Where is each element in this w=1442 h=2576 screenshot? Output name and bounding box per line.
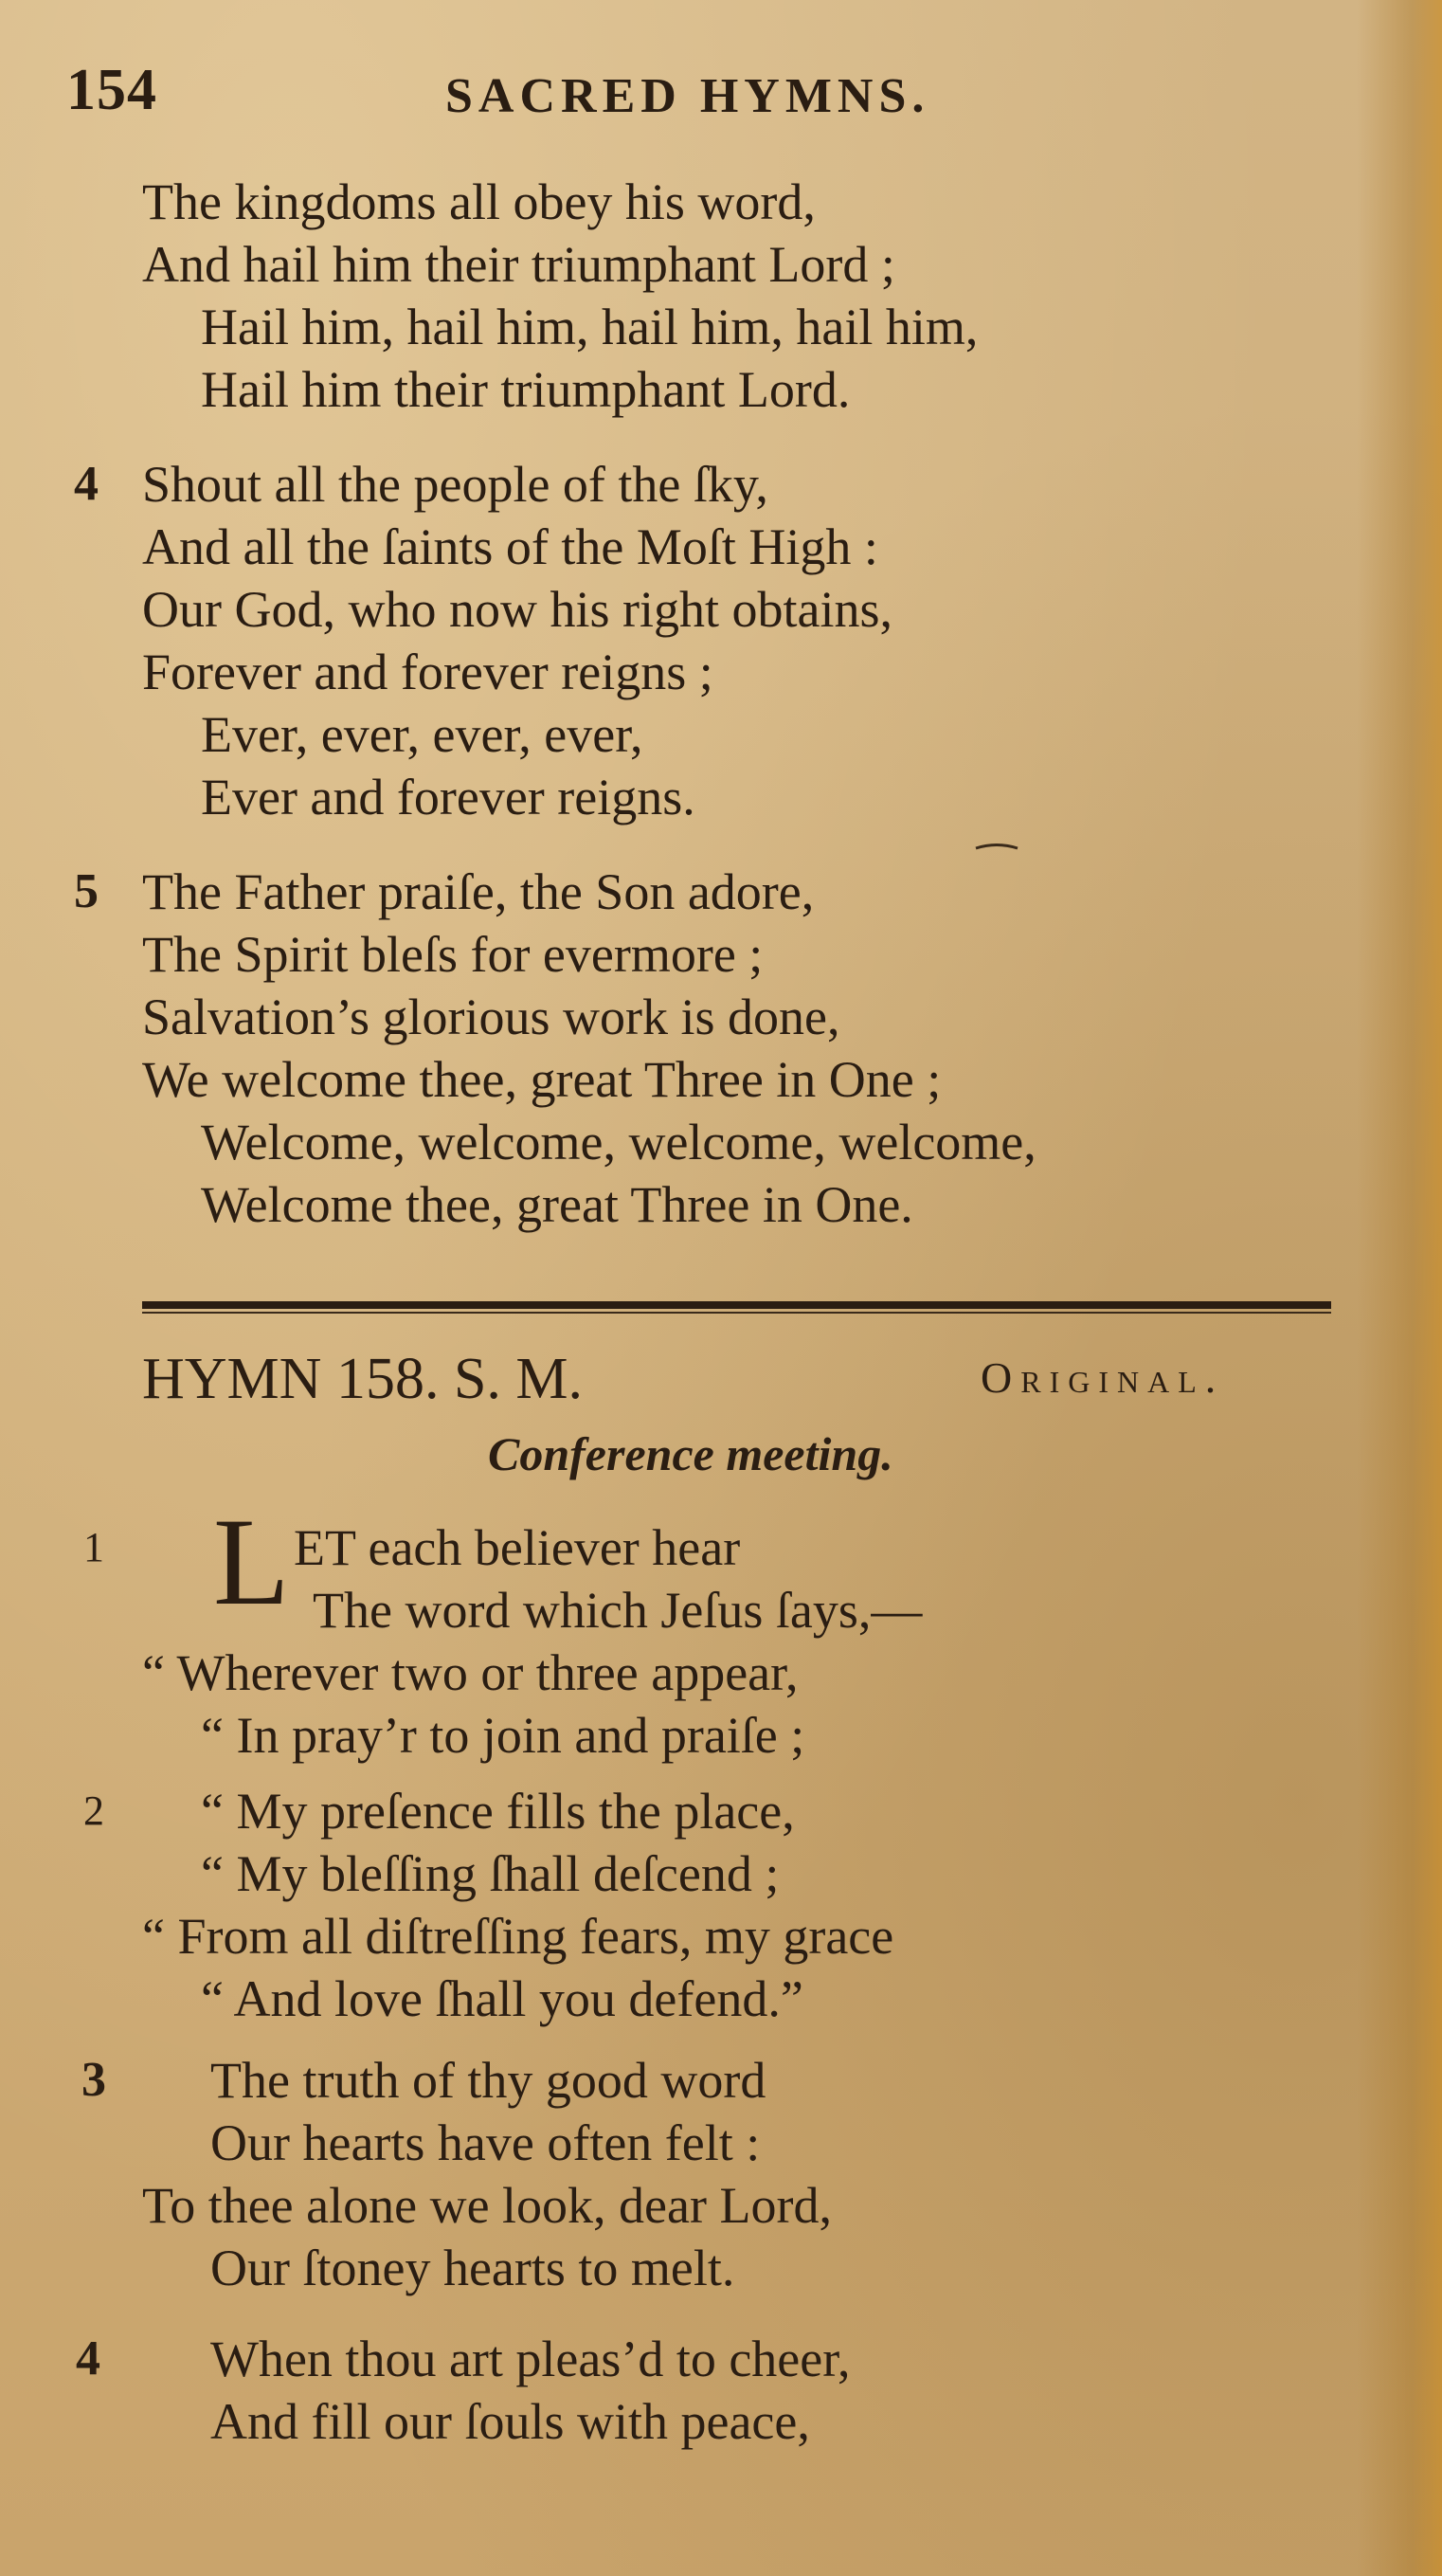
verse-line: ET each believer hear xyxy=(294,1519,741,1576)
hymn-tag: Original. xyxy=(981,1353,1225,1402)
page-edge-shadow xyxy=(1357,0,1442,2576)
verse-line: “ My preſence fills the place, xyxy=(201,1783,795,1840)
verse-line: And all the ſaints of the Moſt High : xyxy=(142,518,878,575)
verse-line: The kingdoms all obey his word, xyxy=(142,173,816,230)
stanza-number: 1 xyxy=(83,1524,104,1570)
running-head: SACRED HYMNS. xyxy=(445,69,930,123)
stanza-number: 4 xyxy=(76,2331,100,2386)
stanza-number: 2 xyxy=(83,1787,104,1834)
hymn-subtitle: Conference meeting. xyxy=(488,1427,893,1480)
verse-line: To thee alone we look, dear Lord, xyxy=(142,2177,832,2234)
verse-line: The Father praiſe, the Son adore, xyxy=(142,863,815,920)
verse-number: 4 xyxy=(74,457,99,511)
drop-cap: L xyxy=(213,1492,290,1631)
verse-line: The truth of thy good word xyxy=(210,2052,766,2109)
verse-line: Forever and forever reigns ; xyxy=(142,644,713,700)
verse-line: Ever and forever reigns. xyxy=(201,769,695,825)
verse-line: “ From all diſtreſſing fears, my grace xyxy=(142,1908,894,1965)
stanza-number: 3 xyxy=(81,2053,106,2107)
verse-number: 5 xyxy=(74,864,99,918)
verse-line: “ And love ſhall you defend.” xyxy=(201,1970,803,2027)
verse-line: The word which Jeſus ſays,— xyxy=(313,1582,923,1639)
verse-line: And hail him their triumphant Lord ; xyxy=(142,236,895,293)
verse-line: Ever, ever, ever, ever, xyxy=(201,706,643,763)
verse-line: Salvation’s glorious work is done, xyxy=(142,989,840,1045)
verse-line: And fill our ſouls with peace, xyxy=(210,2393,810,2450)
verse-line: Shout all the people of the ſky, xyxy=(142,456,768,513)
page-header xyxy=(66,57,1014,142)
verse-line: “ In pray’r to join and praiſe ; xyxy=(201,1707,805,1764)
verse-line: The Spirit bleſs for evermore ; xyxy=(142,926,764,983)
verse-line: Welcome, welcome, welcome, welcome, xyxy=(201,1114,1036,1170)
verse-line: Our God, who now his right obtains, xyxy=(142,581,892,638)
section-divider-thin xyxy=(142,1312,1331,1314)
verse-line: Hail him, hail him, hail him, hail him, xyxy=(201,299,979,355)
verse-line: We welcome thee, great Three in One ; xyxy=(142,1051,942,1108)
section-divider xyxy=(142,1301,1331,1309)
verse-line: Welcome thee, great Three in One. xyxy=(201,1176,913,1233)
ink-ornament xyxy=(974,842,1019,851)
verse-line: Our hearts have often felt : xyxy=(210,2114,761,2171)
verse-line: “ Wherever two or three appear, xyxy=(142,1644,799,1701)
verse-line: Hail him their triumphant Lord. xyxy=(201,361,851,418)
verse-line: Our ſtoney hearts to melt. xyxy=(210,2240,735,2296)
verse-line: When thou art pleas’d to cheer, xyxy=(210,2331,851,2387)
verse-line: “ My bleſſing ſhall deſcend ; xyxy=(201,1845,780,1902)
page-number: 154 xyxy=(66,58,157,122)
hymn-title: HYMN 158. S. M. xyxy=(142,1347,584,1411)
